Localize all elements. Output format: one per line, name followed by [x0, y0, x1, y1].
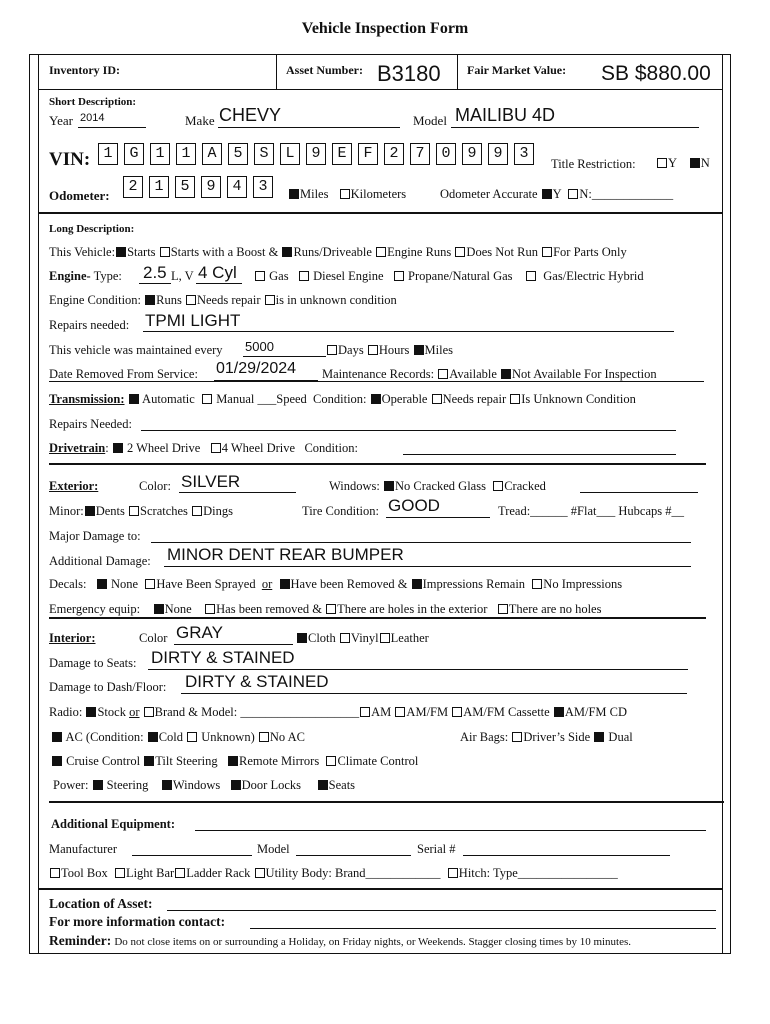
fmv-value[interactable]: SB $880.00: [601, 62, 711, 85]
drivetrain-condition-label: Condition:: [304, 441, 358, 455]
title-n-label: N: [700, 156, 710, 170]
reminder-row: [49, 934, 631, 948]
light-bar-checkbox[interactable]: [115, 868, 125, 878]
no-holes-checkbox[interactable]: [498, 604, 508, 614]
operable-label: Operable: [381, 392, 428, 406]
operable-checkbox[interactable]: [371, 394, 381, 404]
trans-condition-label: Condition:: [313, 392, 367, 406]
power-windows-checkbox[interactable]: [162, 780, 172, 790]
vin-char-box[interactable]: 3: [514, 143, 534, 165]
emergency-none-label: None: [164, 602, 192, 616]
no-cracked-checkbox[interactable]: [384, 481, 394, 491]
hitch-label: Hitch: Type________________: [458, 866, 618, 880]
holes-label: There are holes in the exterior: [337, 602, 488, 616]
windows-row: [329, 480, 546, 493]
dents-checkbox[interactable]: [85, 506, 95, 516]
dash-damage-label: Damage to Dash/Floor:: [49, 680, 167, 694]
dash-damage-value[interactable]: DIRTY & STAINED: [185, 672, 329, 691]
make-label: Make: [185, 113, 215, 128]
odometer-units: [288, 188, 406, 201]
odometer-digit-box[interactable]: 1: [149, 176, 169, 198]
tool-box-checkbox[interactable]: [50, 868, 60, 878]
decals-removed-checkbox[interactable]: [280, 579, 290, 589]
section-divider-3: [49, 801, 724, 803]
vin-char-box[interactable]: 5: [228, 143, 248, 165]
maint-records-label: Maintenance Records:: [322, 367, 435, 381]
gas-checkbox[interactable]: [255, 271, 265, 281]
drivetrain-condition-line: [403, 454, 676, 455]
vinyl-label: Vinyl: [350, 631, 379, 645]
propane-label: Propane/Natural Gas: [408, 269, 513, 283]
windows-label: Windows:: [329, 479, 380, 493]
amfm-cassette-label: AM/FM Cassette: [463, 705, 550, 719]
maint-miles-checkbox[interactable]: [414, 345, 424, 355]
drivetrain-row: Drivetrain: 2 Wheel Drive 4 Wheel Drive Condition:: [49, 441, 358, 455]
brand-model-checkbox[interactable]: [144, 707, 154, 717]
vin-char-box[interactable]: 2: [384, 143, 404, 165]
section-divider-1: [49, 463, 706, 465]
boost-label: Starts with a Boost &: [170, 245, 279, 259]
ac-row: [51, 731, 305, 744]
engine-runs-checkbox[interactable]: [376, 247, 386, 257]
cracked-line: [580, 492, 698, 493]
exterior-color-label: Color:: [139, 479, 171, 493]
drivers-side-checkbox[interactable]: [512, 732, 522, 742]
4wd-label: 4 Wheel Drive: [221, 441, 296, 455]
maintenance-records-row: [322, 368, 657, 381]
long-description-label: Long Description:: [49, 223, 135, 235]
engine-needs-repair-checkbox[interactable]: [186, 295, 196, 305]
cruise-label: Cruise Control: [66, 754, 141, 768]
records-not-available-checkbox[interactable]: [501, 369, 511, 379]
leather-checkbox[interactable]: [380, 633, 390, 643]
manual-label: Manual ___Speed: [216, 392, 307, 406]
impressions-remain-label: Impressions Remain: [422, 577, 526, 591]
odometer-digit-box[interactable]: 9: [201, 176, 221, 198]
asset-number-value[interactable]: B3180: [377, 61, 441, 86]
contact-line: [250, 928, 716, 929]
engine-condition-label: Engine Condition:: [49, 293, 142, 307]
vin-char-box[interactable]: G: [124, 143, 144, 165]
utility-body-checkbox[interactable]: [255, 868, 265, 878]
engine-unknown-label: is in unknown condition: [275, 293, 397, 307]
odometer-accurate: [440, 188, 673, 201]
vin-char-box[interactable]: 9: [462, 143, 482, 165]
cloth-checkbox[interactable]: [297, 633, 307, 643]
parts-only-label: For Parts Only: [553, 245, 627, 259]
radio-row: [49, 706, 627, 719]
dings-checkbox[interactable]: [192, 506, 202, 516]
no-ac-checkbox[interactable]: [259, 732, 269, 742]
equipment-row: [49, 867, 618, 880]
serial-line: [463, 855, 670, 856]
interior-label: Interior:: [49, 631, 96, 645]
dual-checkbox[interactable]: [594, 732, 604, 742]
starts-checkbox[interactable]: [116, 247, 126, 257]
engine-condition-row: [49, 294, 397, 307]
vin-label: VIN:: [49, 149, 91, 170]
long-desc-top: [38, 212, 723, 214]
title-restriction-label: Title Restriction:: [551, 157, 636, 171]
odo-accurate-n-checkbox[interactable]: [568, 189, 578, 199]
liters-line: [139, 283, 171, 284]
tire-condition-value[interactable]: GOOD: [388, 496, 440, 515]
cruise-checkbox[interactable]: [52, 756, 62, 766]
engine-row: [49, 270, 122, 283]
fmv-divider: [457, 54, 458, 90]
am-checkbox[interactable]: [360, 707, 370, 717]
boost-checkbox[interactable]: [160, 247, 170, 257]
vin-char-box[interactable]: 1: [176, 143, 196, 165]
form-title: Vehicle Inspection Form: [301, 20, 469, 37]
minor-row: [49, 505, 233, 518]
additional-damage-line: [164, 566, 691, 567]
radio-or: or: [129, 705, 140, 719]
hitch-checkbox[interactable]: [448, 868, 458, 878]
days-label: Days: [338, 343, 364, 357]
odometer-accurate-label: Odometer Accurate: [440, 187, 538, 201]
inventory-id-label: Inventory ID:: [49, 63, 120, 77]
vin-char-box[interactable]: 9: [488, 143, 508, 165]
date-removed-value[interactable]: 01/29/2024: [216, 360, 297, 377]
engine-runs-label: Engine Runs: [387, 245, 452, 259]
diesel-label: Diesel Engine: [313, 269, 384, 283]
sprayed-label: Have Been Sprayed: [156, 577, 256, 591]
impressions-remain-checkbox[interactable]: [412, 579, 422, 589]
serial-label: Serial #: [417, 842, 456, 856]
trans-repairs-line: [141, 430, 676, 431]
odo-accurate-y-checkbox[interactable]: [542, 189, 552, 199]
drivetrain-label: Drivetrain: [49, 441, 106, 455]
days-checkbox[interactable]: [327, 345, 337, 355]
runs-driveable-checkbox[interactable]: [282, 247, 292, 257]
drivers-side-label: Driver’s Side: [523, 730, 591, 744]
manual-checkbox[interactable]: [202, 394, 212, 404]
dings-label: Dings: [203, 504, 233, 518]
amfm-label: AM/FM: [406, 705, 449, 719]
sprayed-checkbox[interactable]: [145, 579, 155, 589]
contact-label: For more information contact:: [49, 914, 226, 929]
ac-unknown-checkbox[interactable]: [187, 732, 197, 742]
tilt-label: Tilt Steering: [155, 754, 218, 768]
amfm-cd-label: AM/FM CD: [564, 705, 627, 719]
decals-removed-label: Have been Removed &: [290, 577, 408, 591]
reminder-text: Do not close items on or surrounding a Holiday, on Friday nights, or Weekends. Stagger closing times by 10 minutes.: [114, 936, 632, 948]
km-checkbox[interactable]: [340, 189, 350, 199]
power-windows-label: Windows: [172, 778, 221, 792]
trans-needs-repair-label: Needs repair: [442, 392, 507, 406]
amfm-cd-checkbox[interactable]: [554, 707, 564, 717]
miles-checkbox[interactable]: [289, 189, 299, 199]
location-line: [167, 910, 716, 911]
cold-label: Cold: [158, 730, 184, 744]
cloth-label: Cloth: [308, 631, 336, 645]
additional-damage-value[interactable]: MINOR DENT REAR BUMPER: [167, 545, 404, 564]
date-removed-label: Date Removed From Service:: [49, 367, 198, 381]
upholstery-row: [296, 632, 429, 645]
2wd-label: 2 Wheel Drive: [126, 441, 201, 455]
stock-label: Stock: [97, 705, 126, 719]
odo-y-label: Y: [552, 187, 562, 201]
exterior-label: Exterior:: [49, 479, 99, 493]
automatic-checkbox[interactable]: [129, 394, 139, 404]
lv-label: L, V: [171, 269, 194, 283]
decals-or: or: [261, 577, 273, 591]
ac-checkbox[interactable]: [52, 732, 62, 742]
title-y-label: Y: [668, 156, 677, 170]
stock-radio-checkbox[interactable]: [86, 707, 96, 717]
decals-row: [49, 578, 622, 591]
emergency-none-checkbox[interactable]: [154, 604, 164, 614]
leather-label: Leather: [390, 631, 429, 645]
maint-miles-label: Miles: [424, 343, 453, 357]
reminder-label: Reminder:: [49, 933, 112, 948]
repairs-needed-line: [143, 331, 674, 332]
model-label: Model: [413, 113, 447, 128]
tool-box-label: Tool Box: [61, 866, 108, 880]
remote-mirrors-label: Remote Mirrors: [239, 754, 320, 768]
odo-n-label: N:_____________: [579, 187, 674, 201]
title-n-checkbox[interactable]: [690, 158, 700, 168]
header-divider: [38, 89, 723, 90]
radio-label: Radio:: [49, 705, 83, 719]
climate-checkbox[interactable]: [326, 756, 336, 766]
exterior-color-line: [179, 492, 296, 493]
vin-char-box[interactable]: L: [280, 143, 300, 165]
short-description-label: Short Description:: [49, 96, 137, 108]
records-available-checkbox[interactable]: [438, 369, 448, 379]
date-row-underline: [49, 381, 704, 382]
engine-needs-repair-label: Needs repair: [196, 293, 261, 307]
engine-label: Engine-: [49, 269, 91, 283]
cracked-label: Cracked: [504, 479, 546, 493]
power-steering-label: Steering: [106, 778, 149, 792]
no-impressions-checkbox[interactable]: [532, 579, 542, 589]
decals-label: Decals:: [49, 577, 87, 591]
engine-unknown-checkbox[interactable]: [265, 295, 275, 305]
major-damage-line: [151, 542, 691, 543]
ladder-rack-label: Ladder Rack: [186, 866, 251, 880]
title-restriction-options: [656, 157, 710, 170]
odometer-digit-box[interactable]: 3: [253, 176, 273, 198]
am-label: AM: [371, 705, 392, 719]
starts-label: Starts: [127, 245, 156, 259]
engine-type-label: Type:: [90, 269, 122, 283]
power-seats-checkbox[interactable]: [318, 780, 328, 790]
seats-damage-line: [148, 669, 688, 670]
trans-unknown-label: Is Unknown Condition: [521, 392, 636, 406]
runs-driveable-label: Runs/Driveable: [293, 245, 372, 259]
power-seats-label: Seats: [328, 778, 356, 792]
odometer-digit-box[interactable]: 2: [123, 176, 143, 198]
options-row: [51, 755, 418, 768]
fmv-label: Fair Market Value:: [467, 63, 567, 77]
gas-label: Gas: [269, 269, 289, 283]
emergency-row: [49, 603, 601, 616]
power-steering-checkbox[interactable]: [93, 780, 103, 790]
dents-label: Dents: [95, 504, 125, 518]
transmission-row: [49, 393, 636, 406]
amfm-cassette-checkbox[interactable]: [452, 707, 462, 717]
brand-model-label: Brand & Model: ___________________: [154, 705, 360, 719]
records-available-label: Available: [449, 367, 497, 381]
amfm-checkbox[interactable]: [395, 707, 405, 717]
minor-label: Minor:: [49, 504, 84, 518]
year-line: [78, 127, 146, 128]
additional-equipment-line: [195, 830, 706, 831]
hours-checkbox[interactable]: [368, 345, 378, 355]
does-not-run-label: Does Not Run: [466, 245, 538, 259]
maintained-value[interactable]: 5000: [245, 339, 274, 354]
no-ac-label: No AC: [269, 730, 305, 744]
interior-color-line: [174, 644, 293, 645]
tire-condition-label: Tire Condition:: [302, 504, 379, 518]
no-cracked-label: No Cracked Glass: [395, 479, 486, 493]
hours-label: Hours: [378, 343, 410, 357]
trans-needs-repair-checkbox[interactable]: [432, 394, 442, 404]
location-label: Location of Asset:: [49, 896, 153, 911]
emergency-label: Emergency equip:: [49, 602, 141, 616]
power-row: [53, 779, 355, 792]
engine-liters-value[interactable]: 2.5: [143, 263, 167, 282]
maintained-line: [243, 356, 326, 357]
seats-damage-label: Damage to Seats:: [49, 656, 137, 670]
year-label: Year: [49, 113, 73, 128]
equipment-model-line: [296, 855, 411, 856]
ladder-rack-checkbox[interactable]: [175, 868, 185, 878]
model-value[interactable]: MAILIBU 4D: [455, 105, 556, 125]
parts-only-checkbox[interactable]: [542, 247, 552, 257]
repairs-needed-label: Repairs needed:: [49, 318, 130, 332]
emergency-removed-label: Has been removed &: [216, 602, 323, 616]
scratches-checkbox[interactable]: [129, 506, 139, 516]
major-damage-label: Major Damage to:: [49, 529, 141, 543]
airbags-row: [460, 731, 633, 744]
asset-divider: [276, 54, 277, 90]
tire-condition-line: [386, 517, 490, 518]
make-value[interactable]: CHEVY: [219, 105, 282, 125]
emergency-removed-checkbox[interactable]: [205, 604, 215, 614]
asset-number-label: Asset Number:: [286, 63, 363, 77]
door-locks-label: Door Locks: [241, 778, 302, 792]
engine-runs-cond-label: Runs: [156, 293, 182, 307]
maintained-label: This vehicle was maintained every: [49, 343, 223, 357]
hybrid-checkbox[interactable]: [526, 271, 536, 281]
vin-char-box[interactable]: 0: [436, 143, 456, 165]
dual-label: Dual: [608, 730, 633, 744]
model-line: [451, 127, 699, 128]
ac-label: AC (Condition:: [65, 730, 144, 744]
repairs-needed-value[interactable]: TPMI LIGHT: [145, 311, 241, 330]
vinyl-checkbox[interactable]: [340, 633, 350, 643]
engine-runs-cond-checkbox[interactable]: [145, 295, 155, 305]
does-not-run-checkbox[interactable]: [455, 247, 465, 257]
engine-cyl-value[interactable]: 4 Cyl: [198, 263, 237, 282]
odometer-digit-box[interactable]: 4: [227, 176, 247, 198]
no-impressions-label: No Impressions: [543, 577, 623, 591]
airbags-label: Air Bags:: [460, 730, 509, 744]
year-value[interactable]: 2014: [80, 112, 105, 124]
fuel-row: [254, 270, 644, 283]
vin-char-box[interactable]: F: [358, 143, 378, 165]
additional-equipment-label: Additional Equipment:: [51, 817, 175, 831]
additional-damage-label: Additional Damage:: [49, 554, 151, 568]
manufacturer-line: [132, 855, 252, 856]
decals-none-checkbox[interactable]: [97, 579, 107, 589]
exterior-color-value[interactable]: SILVER: [181, 472, 241, 491]
tread-label: Tread:______ #Flat___ Hubcaps #__: [498, 504, 684, 518]
vin-char-box[interactable]: A: [202, 143, 222, 165]
2wd-checkbox[interactable]: [113, 443, 123, 453]
vin-char-box[interactable]: 9: [306, 143, 326, 165]
section-divider-2: [49, 617, 706, 619]
dash-damage-line: [181, 693, 687, 694]
door-locks-checkbox[interactable]: [231, 780, 241, 790]
this-vehicle-label: This Vehicle:: [49, 245, 116, 259]
vin-char-box[interactable]: S: [254, 143, 274, 165]
seats-damage-value[interactable]: DIRTY & STAINED: [151, 648, 295, 667]
this-vehicle-row: [49, 246, 627, 259]
vin-char-box[interactable]: E: [332, 143, 352, 165]
vin-char-box[interactable]: 7: [410, 143, 430, 165]
odometer-label: Odometer:: [49, 188, 110, 203]
ac-unknown-label: Unknown): [201, 730, 255, 744]
interior-color-value[interactable]: GRAY: [176, 623, 223, 642]
remote-mirrors-checkbox[interactable]: [228, 756, 238, 766]
odometer-digit-box[interactable]: 5: [175, 176, 195, 198]
climate-label: Climate Control: [337, 754, 419, 768]
trans-unknown-checkbox[interactable]: [510, 394, 520, 404]
4wd-checkbox[interactable]: [211, 443, 221, 453]
interior-color-label: Color: [139, 631, 168, 645]
hybrid-label: Gas/Electric Hybrid: [543, 269, 644, 283]
records-not-available-label: Not Available For Inspection: [512, 367, 657, 381]
trans-repairs-label: Repairs Needed:: [49, 417, 132, 431]
manufacturer-label: Manufacturer: [49, 842, 118, 856]
utility-body-label: Utility Body: Brand____________: [265, 866, 441, 880]
km-label: Kilometers: [350, 187, 407, 201]
scratches-label: Scratches: [140, 504, 188, 518]
make-line: [218, 127, 400, 128]
power-label: Power:: [53, 778, 89, 792]
tilt-checkbox[interactable]: [144, 756, 154, 766]
vin-char-box[interactable]: 1: [150, 143, 170, 165]
vin-char-box[interactable]: 1: [98, 143, 118, 165]
propane-checkbox[interactable]: [394, 271, 404, 281]
cracked-checkbox[interactable]: [493, 481, 503, 491]
light-bar-label: Light Bar: [125, 866, 175, 880]
decals-none-label: None: [110, 577, 139, 591]
title-y-checkbox[interactable]: [657, 158, 667, 168]
no-holes-label: There are no holes: [508, 602, 602, 616]
footer-divider: [38, 888, 723, 890]
diesel-checkbox[interactable]: [299, 271, 309, 281]
automatic-label: Automatic: [142, 392, 195, 406]
maintained-units: [326, 344, 453, 357]
cyl-line: [196, 283, 242, 284]
holes-checkbox[interactable]: [326, 604, 336, 614]
equipment-model-label: Model: [257, 842, 290, 856]
transmission-label: Transmission:: [49, 392, 125, 406]
miles-label: Miles: [300, 187, 329, 201]
cold-checkbox[interactable]: [148, 732, 158, 742]
